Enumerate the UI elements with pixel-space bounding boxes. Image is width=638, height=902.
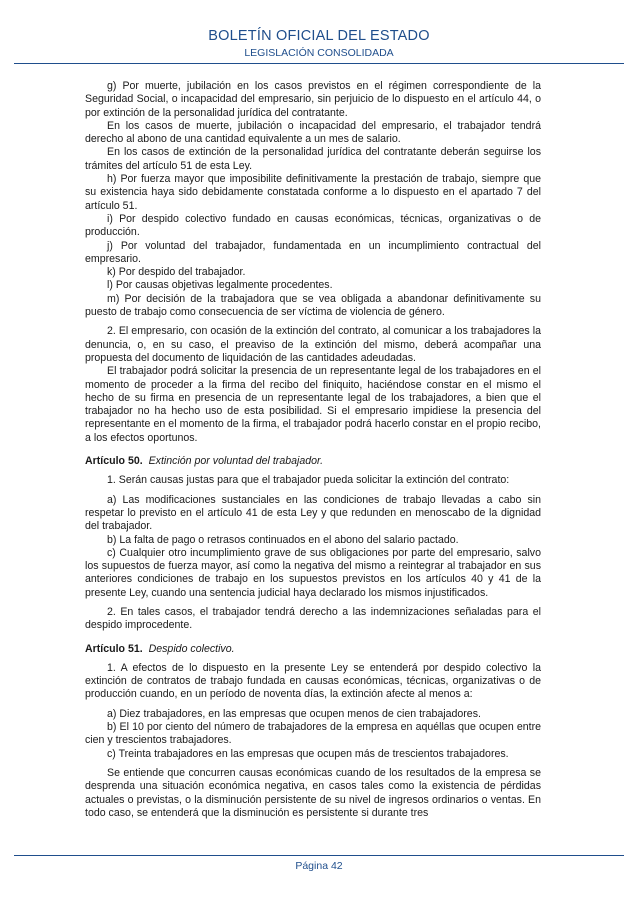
paragraph: m) Por decisión de la trabajadora que se vea obligada a abandonar definitivamente su puesto de trabajo como consecuencia de ser víctima de violencia de género.	[85, 292, 541, 319]
paragraph: 1. Serán causas justas para que el trabajador pueda solicitar la extinción del contrato:	[107, 474, 510, 487]
paragraph: Se entiende que concurren causas económicas cuando de los resultados de la empresa se desprenda una situación económica negativa, en casos tales como la existencia de pérdidas actuales o previstas, o la disminución persistente de su nivel de ingresos ordinarios o ventas. En todo caso, se entenderá que la disminución es persistente si durante tres	[85, 766, 541, 819]
paragraph: 2. El empresario, con ocasión de la extinción del contrato, al comunicar a los trabajadores la denuncia, o, en su caso, el preaviso de la extinción del mismo, deberá acompañar una propuesta del documento de liquidación de las cantidades adeudadas.	[85, 325, 541, 364]
paragraph: h) Por fuerza mayor que imposibilite definitivamente la prestación de trabajo, siempre que su existencia haya sido debidamente constatada conforme a lo dispuesto en el apartado 7 del artículo 51.	[85, 173, 541, 212]
page-header	[0, 28, 638, 60]
footer-divider	[14, 855, 624, 856]
paragraph: En los casos de extinción de la personalidad jurídica del contratante deberán seguirse los trámites del artículo 51 de esta Ley.	[85, 146, 541, 172]
bulletin-subtitle: LEGISLACIÓN CONSOLIDADA	[244, 47, 394, 59]
article-title: Despido colectivo.	[148, 642, 235, 655]
paragraph: b) La falta de pago o retrasos continuados en el abono del salario pactado.	[107, 533, 459, 546]
document-body	[85, 80, 541, 820]
paragraph: b) El 10 por ciento del número de trabajadores de la empresa en aquéllas que ocupen entre cien y trescientos trabajadores.	[85, 721, 541, 747]
paragraph: c) Treinta trabajadores en las empresas que ocupen más de trescientos trabajadores.	[107, 747, 509, 760]
paragraph: j) Por voluntad del trabajador, fundamentada en un incumplimiento contractual del empresario.	[85, 239, 541, 265]
article-number: Artículo 51.	[85, 642, 143, 655]
paragraph: g) Por muerte, jubilación en los casos previstos en el régimen correspondiente de la Seguridad Social, o incapacidad del empresario, sin perjuicio de lo dispuesto en el artículo 44, o por extinción de la personalidad jurídica del contratante.	[85, 80, 541, 119]
paragraph: i) Por despido colectivo fundado en causas económicas, técnicas, organizativas o de producción.	[85, 212, 541, 239]
paragraph: l) Por causas objetivas legalmente procedentes.	[107, 279, 333, 292]
article-title: Extinción por voluntad del trabajador.	[148, 455, 324, 468]
paragraph: k) Por despido del trabajador.	[107, 266, 246, 279]
article-50-heading	[85, 455, 541, 468]
paragraph: a) Las modificaciones sustanciales en las condiciones de trabajo llevadas a cabo sin respetar lo previsto en el artículo 41 de esta Ley y que redunden en menoscabo de la dignidad del trabajador.	[85, 493, 541, 533]
article-51-heading	[85, 643, 541, 656]
paragraph: En los casos de muerte, jubilación o incapacidad del empresario, el trabajador tendrá derecho al abono de una cantidad equivalente a un mes de salario.	[85, 119, 541, 146]
paragraph: 1. A efectos de lo dispuesto en la presente Ley se entenderá por despido colectivo la extinción de contratos de trabajo fundada en causas económicas, técnicas, organizativas o de producción cuando, en un período de noventa días, la extinción afecte al menos a:	[85, 661, 541, 701]
article-number: Artículo 50.	[85, 455, 143, 468]
paragraph: 2. En tales casos, el trabajador tendrá derecho a las indemnizaciones señaladas para el despido improcedente.	[85, 605, 541, 632]
page-number: Página 42	[295, 860, 343, 872]
paragraph: c) Cualquier otro incumplimiento grave de sus obligaciones por parte del empresario, salvo los supuestos de fuerza mayor, así como la negativa del mismo a reintegrar al trabajador en sus anteriores condiciones de trabajo en los supuestos previstos en los artículos 40 y 41 de la presente Ley, cuando una sentencia judicial haya declarado los mismos injustificados.	[85, 546, 541, 599]
paragraph: a) Diez trabajadores, en las empresas que ocupen menos de cien trabajadores.	[107, 707, 481, 720]
bulletin-title: BOLETÍN OFICIAL DEL ESTADO	[208, 28, 430, 44]
header-divider	[14, 63, 624, 64]
paragraph: El trabajador podrá solicitar la presencia de un representante legal de los trabajadores en el momento de proceder a la firma del recibo del finiquito, haciéndose constar en el mismo el hecho de su firma en presencia de un representante legal de los trabajadores, a bien que el trabajador no ha hecho uso de esta posibilidad. Si el empresario impidiese la presencia del representante en el momento de la firma, el trabajador podrá hacerlo constar en el propio recibo, a los efectos oportunos.	[85, 365, 541, 444]
